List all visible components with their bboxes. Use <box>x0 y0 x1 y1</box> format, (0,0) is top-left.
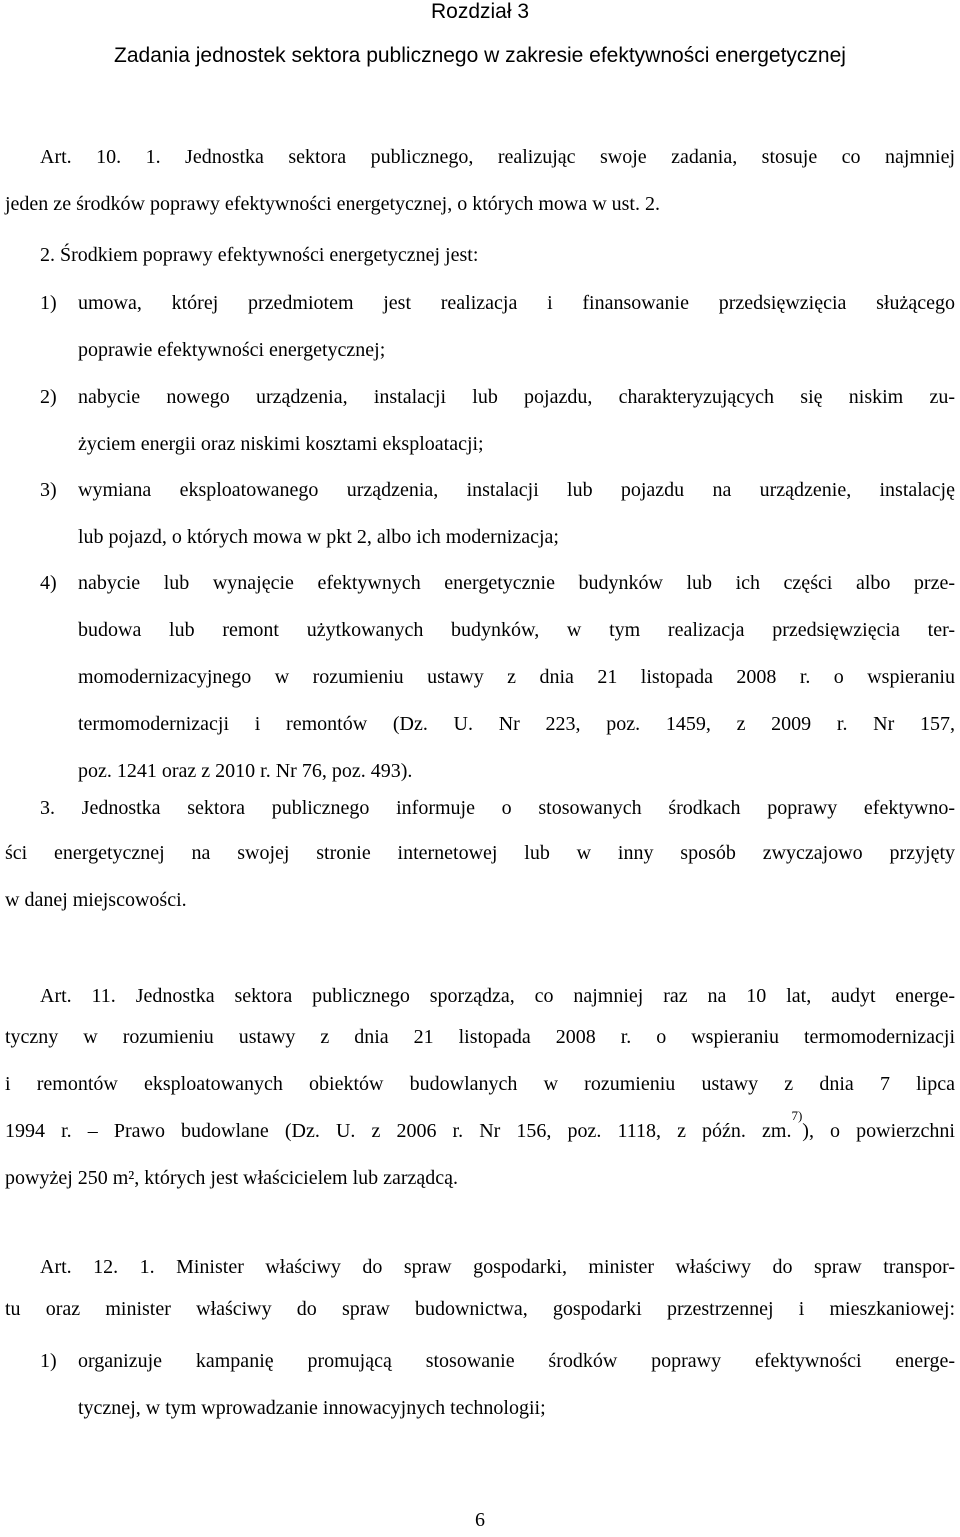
item-line: nabycie nowego urządzenia, instalacji lub pojazdu, charakteryzujących się niskim zu- <box>78 386 955 408</box>
art11-line4-after: ), o powierzchni <box>802 1120 955 1142</box>
art11-body <box>5 1014 955 1202</box>
chapter-number: Rozdział 3 <box>430 0 530 23</box>
item-number: 1) <box>40 1350 57 1372</box>
art11-line5: powyżej 250 m², których jest właścicielem lub zarządcą. <box>5 1167 459 1189</box>
item-number: 2) <box>40 386 57 408</box>
art12-body <box>5 1286 955 1333</box>
item-line: nabycie lub wynajęcie efektywnych energetycznie budynków lub ich części albo prze- <box>78 572 955 594</box>
art12-first <box>40 1244 955 1291</box>
art10-p1-line1: Art. 10. 1. Jednostka sektora publicznego, realizując swoje zadania, stosuje co najmniej <box>40 146 955 168</box>
art12-line2: tu oraz minister właściwy do spraw budownictwa, gospodarki przestrzennej i mieszkaniowej: <box>5 1298 955 1320</box>
art10-para1 <box>40 134 955 181</box>
art10-para2 <box>40 232 960 279</box>
art12-item-1 <box>40 1338 955 1432</box>
item-number: 1) <box>40 292 57 314</box>
art11-line3: i remontów eksploatowanych obiektów budowlanych w rozumieniu ustawy z dnia 7 lipca <box>5 1073 955 1095</box>
art11-line1: Art. 11. Jednostka sektora publicznego sporządza, co najmniej raz na 10 lat, audyt energe- <box>40 985 955 1007</box>
art10-p3-line1: 3. Jednostka sektora publicznego informuje o stosowanych środkach poprawy efektywno- <box>40 797 955 819</box>
art10-p3-line2: ści energetycznej na swojej stronie internetowej lub w inny sposób zwyczajowo przyjęty <box>5 842 955 864</box>
art10-item-1 <box>40 280 955 374</box>
art10-item-2 <box>40 374 955 468</box>
item-line: budowa lub remont użytkowanych budynków, w tym realizacja przedsięwzięcia ter- <box>78 619 955 641</box>
item-line: organizuje kampanię promującą stosowanie środków poprawy efektywności energe- <box>78 1350 955 1372</box>
art11-first <box>40 973 955 1020</box>
item-number: 4) <box>40 572 57 594</box>
item-line: poz. 1241 oraz z 2010 r. Nr 76, poz. 493). <box>78 760 413 782</box>
art11-line4 <box>5 1108 955 1155</box>
item-line: życiem energii oraz niskimi kosztami eksploatacji; <box>78 433 484 455</box>
item-line: termomodernizacji i remontów (Dz. U. Nr 223, poz. 1459, z 2009 r. Nr 157, <box>78 713 955 735</box>
art10-para1-cont <box>5 181 955 228</box>
art10-item-3 <box>40 467 955 561</box>
art11-line2: tyczny w rozumieniu ustawy z dnia 21 listopada 2008 r. o wspieraniu termomodernizacji <box>5 1026 955 1048</box>
item-line: momodernizacyjnego w rozumieniu ustawy z dnia 21 listopada 2008 r. o wspieraniu <box>78 666 955 688</box>
item-line: umowa, której przedmiotem jest realizacja i finansowanie przedsięwzięcia służącego <box>78 292 955 314</box>
art12-line1: Art. 12. 1. Minister właściwy do spraw gospodarki, minister właściwy do spraw transpor- <box>40 1256 955 1278</box>
chapter-heading <box>0 0 960 78</box>
chapter-title: Zadania jednostek sektora publicznego w zakresie efektywności energetycznej <box>114 44 846 67</box>
item-number: 3) <box>40 479 57 501</box>
item-line: lub pojazd, o których mowa w pkt 2, albo ich modernizacja; <box>78 526 559 548</box>
art11-line4-before: 1994 r. – Prawo budowlane (Dz. U. z 2006 r. Nr 156, poz. 1118, z późn. zm. <box>5 1120 792 1142</box>
page-number: 6 <box>475 1509 485 1531</box>
art10-para3-first <box>40 785 955 832</box>
footnote-ref: 7) <box>791 1108 803 1123</box>
item-line: poprawie efektywności energetycznej; <box>78 339 386 361</box>
item-line: tycznej, w tym wprowadzanie innowacyjnych technologii; <box>78 1397 546 1419</box>
art10-item-4 <box>40 560 955 795</box>
art10-p3-line3: w danej miejscowości. <box>5 889 187 911</box>
art10-p1-line2: jeden ze środków poprawy efektywności energetycznej, o których mowa w ust. 2. <box>5 193 660 215</box>
art10-para3 <box>5 830 955 924</box>
item-line: wymiana eksploatowanego urządzenia, instalacji lub pojazdu na urządzenie, instalację <box>78 479 955 501</box>
art10-p2-line1: 2. Środkiem poprawy efektywności energetycznej jest: <box>40 244 479 266</box>
